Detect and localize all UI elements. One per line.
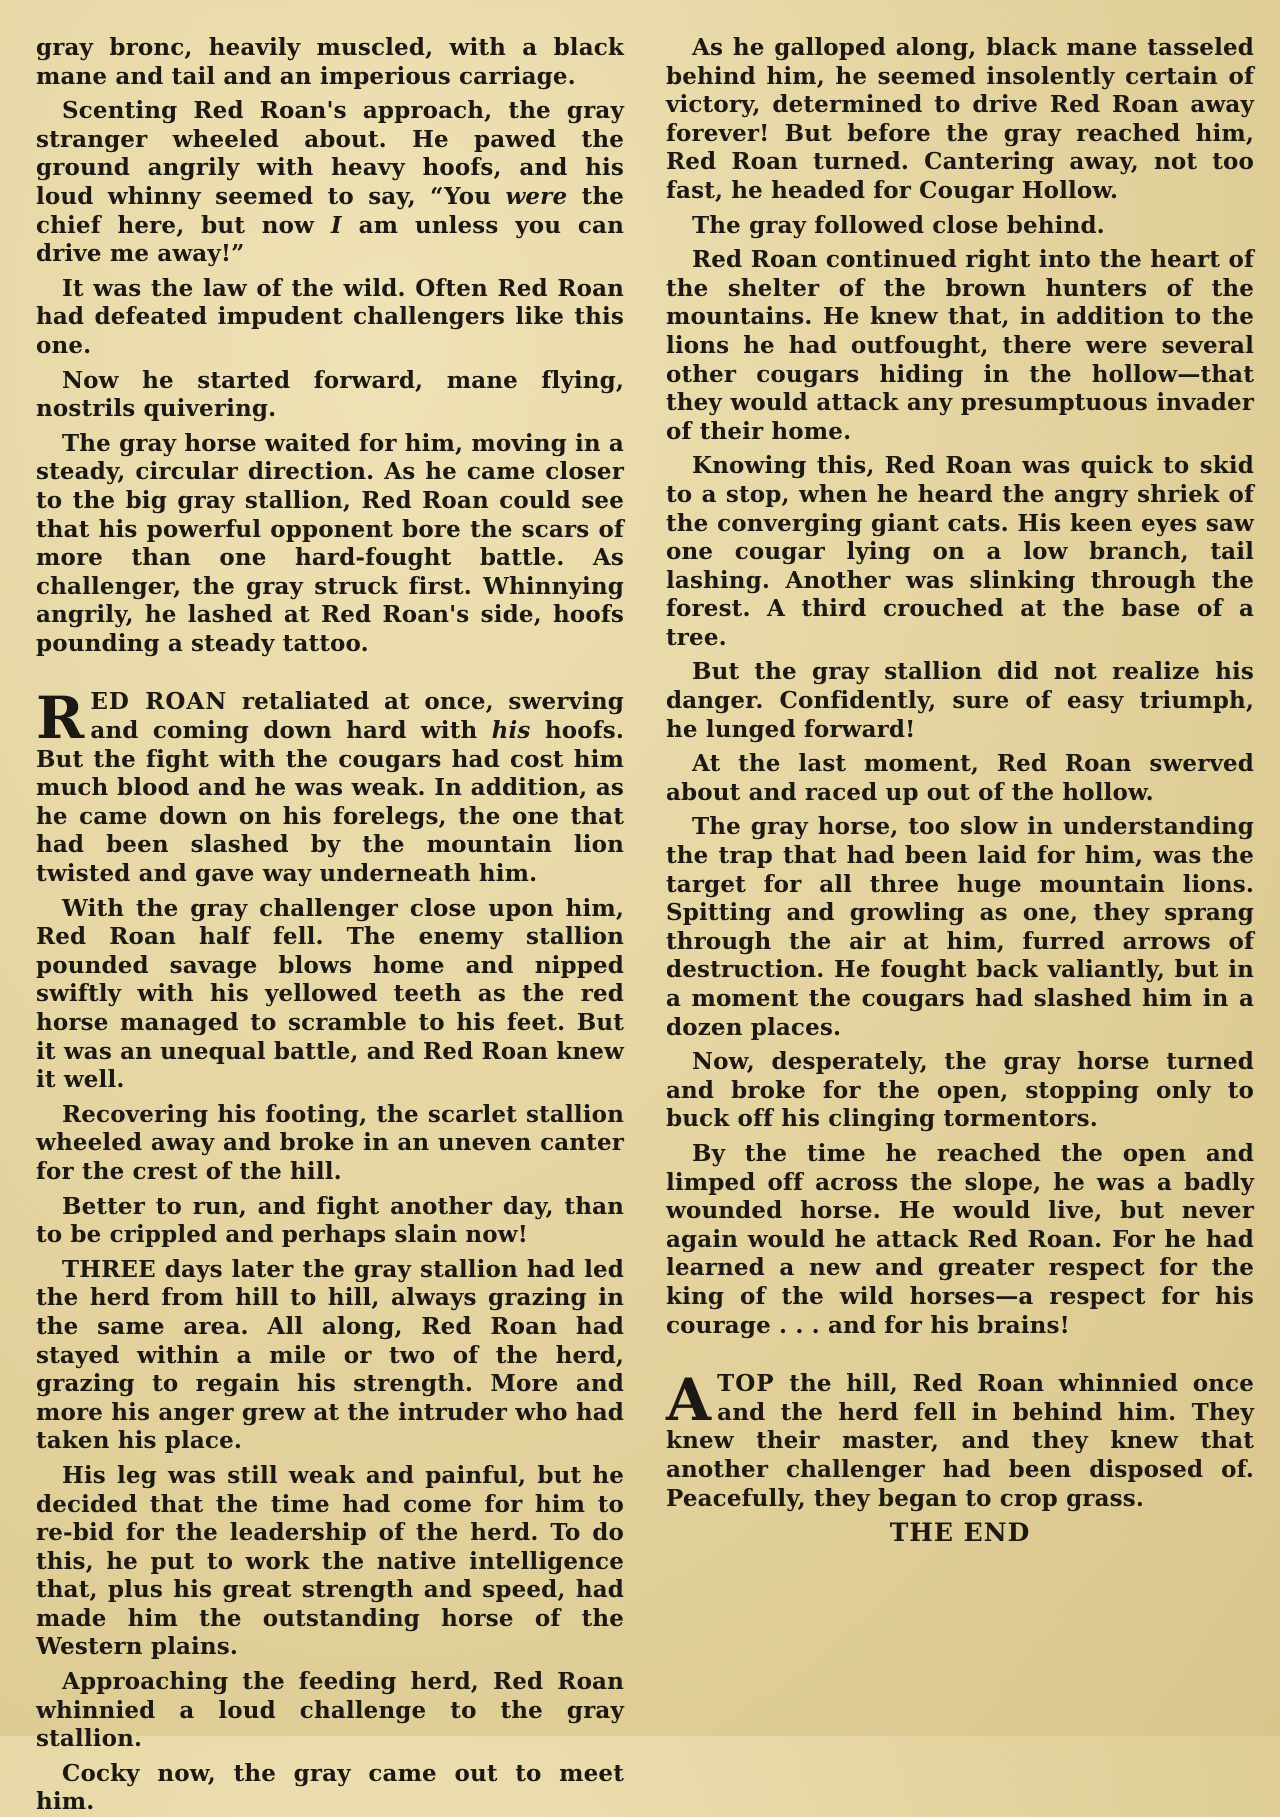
paragraph: gray bronc, heavily muscled, with a black mane and tail and an imperious carriage. (36, 34, 624, 90)
paragraph: Recovering his footing, the scarlet stallion wheeled away and broke in an uneven canter for the crest of the hill. (36, 1100, 624, 1185)
paragraph: The gray followed close behind. (692, 211, 1105, 239)
right-column (666, 34, 1254, 1716)
paragraph: At the last moment, Red Roan swerved about and raced up out of the hollow. (666, 750, 1254, 806)
paragraph: Cocky now, the gray came out to meet him. (36, 1759, 624, 1816)
paragraph: Now, desperately, the gray horse turned and broke for the open, stopping only to buck off his clinging tormentors. (666, 1048, 1254, 1133)
drop-cap: R (36, 684, 85, 753)
paragraph: Now he started forward, mane flying, nostrils quivering. (36, 366, 624, 423)
section-start-paragraph: RED ROAN retaliated at once, swerving and coming down hard with his hoofs. But the fight with the cougars had cost him much blood and he was weak. In addition, as he came down on his forelegs, the one that had been slashed by the mountain lion twisted and gave way underneath him. (36, 684, 624, 888)
paragraph: THREE days later the gray stallion had led the herd from hill to hill, always grazing in the same area. All along, Red Roan had stayed within a mile or two of the herd, grazing to regain his strength. More and more his anger grew at the intruder who had taken his place. (36, 1255, 624, 1455)
paragraph: Scenting Red Roan's approach, the gray stranger wheeled about. He pawed the ground angrily with heavy hoofs, and his loud whinny seemed to say, “You were the chief here, but now I am unless you can drive me away!” (36, 97, 624, 268)
paragraph: With the gray challenger close upon him, Red Roan half fell. The enemy stallion pounded savage blows home and nipped swiftly with his yellowed teeth as the red horse managed to scramble to his feet. But it was an unequal battle, and Red Roan knew it well. (36, 894, 624, 1094)
section-start-paragraph: ATOP the hill, Red Roan whinnied once and the herd fell in behind him. They knew their master, and they knew that another challenger had been disposed of. Peacefully, they began to crop grass. (666, 1366, 1254, 1512)
paragraph: The gray horse waited for him, moving in a steady, circular direction. As he came closer to the big gray stallion, Red Roan could see that his powerful opponent bore the scars of more than one hard-fought battle. As challenger, the gray struck first. Whinnying angrily, he lashed at Red Roan's side, hoofs pounding a steady tattoo. (36, 429, 624, 657)
paragraph: But the gray stallion did not realize his danger. Confidently, sure of easy triumph, he lunged forward! (666, 658, 1254, 743)
paragraph: As he galloped along, black mane tasseled behind him, he seemed insolently certain of victory, determined to drive Red Roan away forever! But before the gray reached him, Red Roan turned. Cantering away, not too fast, he headed for Cougar Hollow. (666, 34, 1254, 204)
paragraph: His leg was still weak and painful, but he decided that the time had come for him to re-bid for the leadership of the herd. To do this, he put to work the native intelligence that, plus his great strength and speed, had made him the outstanding horse of the Western plains. (36, 1461, 624, 1661)
paragraph: It was the law of the wild. Often Red Roan had defeated impudent challengers like this one. (36, 274, 624, 359)
paragraph: Knowing this, Red Roan was quick to skid to a stop, when he heard the angry shriek of the converging giant cats. His keen eyes saw one cougar lying on a low branch, tail lashing. Another was slinking through the forest. A third crouched at the base of a tree. (666, 452, 1254, 651)
paragraph: By the time he reached the open and limped off across the slope, he was a badly wounded horse. He would live, but never again would he attack Red Roan. For he had learned a new and greater respect for the king of the wild horses—a respect for his courage . . . and for his brains! (666, 1139, 1254, 1339)
paragraph: Better to run, and fight another day, than to be crippled and perhaps slain now! (36, 1192, 624, 1249)
left-column (36, 34, 624, 1816)
the-end-label: THE END (889, 1518, 1031, 1548)
paragraph: Approaching the feeding herd, Red Roan whinnied a loud challenge to the gray stallion. (36, 1668, 624, 1753)
paragraph: The gray horse, too slow in understanding the trap that had been laid for him, was the target for all three huge mountain lions. Spitting and growling as one, they sprang through the air at him, furred arrows of destruction. He fought back valiantly, but in a moment the cougars had slashed him in a dozen places. (666, 813, 1254, 1041)
drop-cap: A (666, 1366, 712, 1435)
paragraph: Red Roan continued right into the heart of the shelter of the brown hunters of the mountains. He knew that, in addition to the lions he had outfought, there were several other cougars hiding in the hollow—that they would attack any presumptuous invader of their home. (666, 246, 1254, 445)
